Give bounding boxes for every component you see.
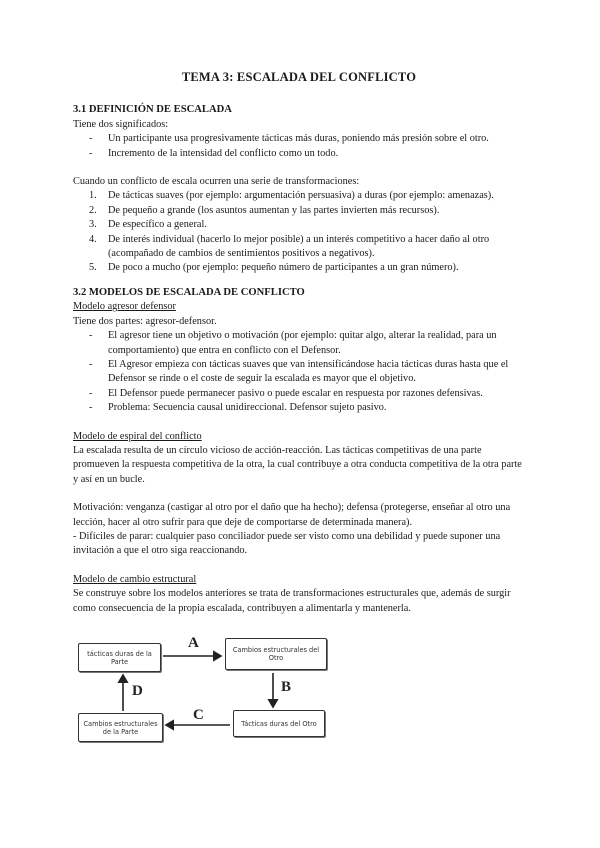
- list-item: - Incremento de la intensidad del conflicto como un todo.: [89, 147, 525, 161]
- transformations-list: [73, 189, 525, 275]
- section-heading-definicion: 3.1 DEFINICIÓN DE ESCALADA: [73, 104, 232, 116]
- model-agresor-defensor-intro: Tiene dos partes: agresor-defensor.: [73, 315, 217, 327]
- box-tacticas-duras-parte: tácticas duras de la Parte: [78, 643, 161, 672]
- structural-change-diagram: [73, 633, 331, 745]
- model-espiral-dificiles: - Difíciles de parar: cualquier paso conciliador puede ser visto como una debilidad y puede suponer una invitación a que el otro siga reaccionando.: [73, 530, 501, 557]
- list-item: - Problema: Secuencia causal unidireccional. Defensor sujeto pasivo.: [89, 401, 525, 415]
- document-page: [73, 70, 525, 616]
- model-espiral-motivacion: Motivación: venganza (castigar al otro por el daño que ha hecho); defensa (protegerse, enseñar al otro una lección, hacer al otro sufrir para que deje de comportarse de determinada manera).: [73, 502, 511, 528]
- model-cambio-estructural-title: Modelo de cambio estructural: [73, 573, 197, 585]
- model-espiral-paragraph: La escalada resulta de un círculo vicioso de acción-reacción. Las tácticas competitivas de una parte promueven la respuesta competitiva de la otra, la cual contribuye a otra conducta competitiva de la otra parte y así en un bucle.: [73, 444, 522, 485]
- label-b: B: [281, 679, 292, 695]
- list-item: De poco a mucho (por ejemplo: pequeño número de participantes a un gran número).: [108, 262, 459, 274]
- meanings-intro: Tiene dos significados:: [73, 118, 169, 130]
- section-heading-modelos: 3.2 MODELOS DE ESCALADA DE CONFLICTO: [73, 286, 305, 298]
- model-cambio-estructural-paragraph: Se construye sobre los modelos anteriores se trata de transformaciones estructurales que, además de surgir como consecuencia de la propia escalada, contribuyen a alimentarla y mantenerla.: [73, 588, 511, 614]
- list-item: De pequeño a grande (los asuntos aumentan y las partes invierten más recursos).: [108, 204, 440, 216]
- label-c: C: [193, 707, 204, 723]
- list-item: - El Defensor puede permanecer pasivo o puede escalar en respuesta por razones defensivas.: [89, 387, 525, 401]
- box-tacticas-duras-otro: Tácticas duras del Otro: [233, 710, 325, 737]
- page-title: TEMA 3: ESCALADA DEL CONFLICTO: [181, 70, 417, 84]
- model-agresor-defensor-list: [73, 329, 525, 415]
- label-d: D: [132, 683, 143, 699]
- label-a: A: [188, 635, 199, 651]
- list-item: - El Agresor empieza con tácticas suaves que van intensificándose hacia tácticas duras hasta que el Defensor se rinde o el coste de seguir la escalada es mayor que el objetivo.: [89, 358, 525, 387]
- box-cambios-estructurales-otro: Cambios estructurales del Otro: [225, 638, 327, 670]
- meanings-list: [73, 132, 525, 161]
- list-item: De específico a general.: [108, 219, 207, 231]
- transformations-intro: Cuando un conflicto de escala ocurren una serie de transformaciones:: [73, 176, 360, 188]
- list-item: - Un participante usa progresivamente tácticas más duras, poniendo más presión sobre el otro.: [89, 132, 525, 146]
- list-item: De tácticas suaves (por ejemplo: argumentación persuasiva) a duras (por ejemplo: amenazas).: [108, 190, 494, 202]
- model-agresor-defensor-title: Modelo agresor defensor: [73, 301, 176, 313]
- model-espiral-title: Modelo de espiral del conflicto: [73, 430, 202, 442]
- list-item: De interés individual (hacerlo lo mejor posible) a un interés competitivo a hacer daño al otro (acompañado de cambios de sentimientos positivos a negativos).: [108, 233, 490, 260]
- box-cambios-estructurales-parte: Cambios estructurales de la Parte: [78, 713, 163, 742]
- list-item: - El agresor tiene un objetivo o motivación (por ejemplo: quitar algo, alterar la realidad, para un comportamiento) que entra en conflicto con el Defensor.: [89, 329, 525, 358]
